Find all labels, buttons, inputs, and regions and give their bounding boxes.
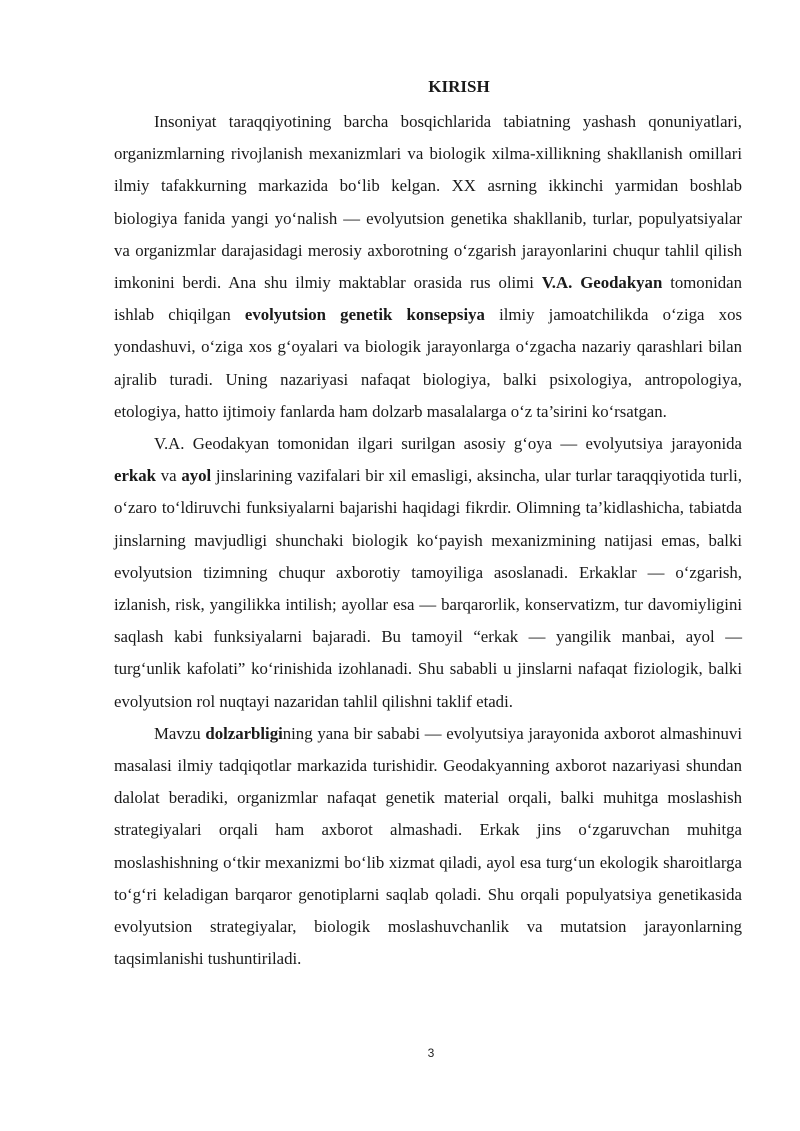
- paragraph-1-text-3: ilmiy jamoatchilikda o‘ziga xos yondashuvi, o‘ziga xos g‘oyalari va biologik jarayonlarga o‘zgacha nazariy qarashlari bilan ajralib turadi. Uning nazariyasi nafaqat biologiya, balki psixologiya, antropologiya, etologiya, hatto ijtimoiy fanlarda ham dolzarb masalalarga o‘z ta’sirini ko‘rsatgan.: [114, 305, 742, 421]
- document-page: [114, 76, 742, 975]
- paragraph-1: [114, 106, 742, 428]
- term-erkak-bold: erkak: [114, 466, 156, 486]
- paragraph-2: [114, 428, 742, 718]
- paragraph-1-text-1: Insoniyat taraqqiyotining barcha bosqichlarida tabiatning yashash qonuniyatlari, organizmlarning rivojlanish mexanizmlari va biologik xilma-xillikning shakllanish omillari ilmiy tafakkurning markazida bo‘lib kelgan. XX asrning ikkinchi yarmidan boshlab biologiya fanida yangi yo‘nalish — evolyutsion genetika shakllanib, turlar, populyatsiyalar va organizmlar darajasidagi merosiy axborotning o‘zgarish jarayonlarini chuqur tahlil qilish imkonini berdi. Ana shu ilmiy maktablar orasida rus olimi: [114, 112, 742, 293]
- term-dolzarbligi-bold: dolzarbligi: [205, 723, 283, 743]
- term-ayol-bold: ayol: [181, 466, 212, 486]
- author-name-bold: V.A. Geodakyan: [541, 273, 663, 293]
- paragraph-2-text-2: va: [155, 466, 182, 486]
- paragraph-2-text-3: jinslarining vazifalari bir xil emasligi, aksincha, ular turlar taraqqiyotida turli, o‘zaro to‘ldiruvchi funksiyalarni bajarishi haqidagi fikrdir. Olimning ta’kidlashicha, tabiatda jinslarning mavjudligi shunchaki biologik ko‘payish mexanizmining natijasi emas, balki evolyutsion tizimning chuqur axborotiy tamoyiliga asoslanadi. Erkaklar — o‘zgarish, izlanish, risk, yangilikka intilish; ayollar esa — barqarorlik, konservatizm, tur davomiyligini saqlash kabi funksiyalarni bajaradi. Bu tamoyil “erkak — yangilik manbai, ayol — turg‘unlik kafolati” ko‘rinishida izohlanadi. Shu sababli u jinslarni nafaqat fiziologik, balki evolyutsion rol nuqtayi nazaridan tahlil qilishni taklif etadi.: [114, 466, 743, 711]
- paragraph-3: [114, 718, 742, 976]
- paragraph-3-text-2: ning yana bir sababi — evolyutsiya jarayonida axborot almashinuvi masalasi ilmiy tadqiqotlar markazida turishidir. Geodakyanning axborot nazariyasi shundan dalolat beradiki, organizmlar nafaqat genetik material orqali, balki muhitga moslashish strategiyalari orqali ham axborot almashadi. Erkak jins o‘zgaruvchan muhitga moslashishning o‘tkir mexanizmi bo‘lib xizmat qiladi, ayol esa turg‘un ekologik sharoitlarga to‘g‘ri keladigan barqaror genotiplarni saqlab qoladi. Shu orqali populyatsiya genetikasida evolyutsion strategiyalar, biologik moslashuvchanlik va mutatsion jarayonlarning taqsimlanishi tushuntiriladi.: [114, 723, 743, 969]
- page-title: KIRISH: [428, 77, 490, 96]
- paragraph-2-text-1: V.A. Geodakyan tomonidan ilgari surilgan asosiy g‘oya — evolyutsiya jarayonida: [154, 434, 742, 454]
- concept-name-bold: evolyutsion genetik konsepsiya: [244, 305, 485, 325]
- paragraph-3-text-1: Mavzu: [154, 723, 206, 743]
- page-number: 3: [427, 1046, 435, 1060]
- paragraph-1-text-2: tomonidan ishlab chiqilgan: [114, 273, 742, 325]
